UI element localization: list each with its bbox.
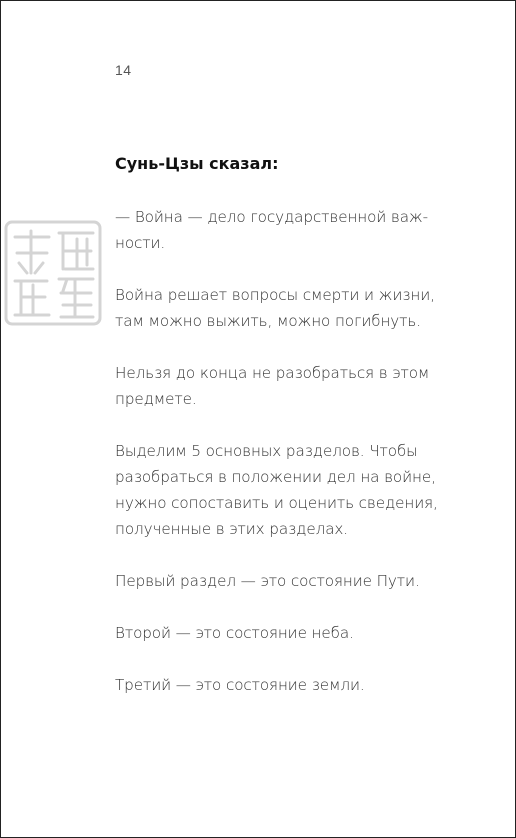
- text-line: Третий — это состояние земли.: [115, 676, 365, 694]
- text-line: — Война — дело государственной важ-: [115, 208, 429, 226]
- seal-stamp-icon: [3, 219, 103, 327]
- text-line: Война решает вопросы смерти и жизни,: [115, 286, 435, 304]
- paragraph: [115, 438, 447, 542]
- text-line: Выделим 5 основных разделов. Чтобы: [115, 442, 418, 460]
- text-line: разобраться в положении дел на войне,: [115, 468, 436, 486]
- section-heading: Сунь-Цзы сказал:: [115, 154, 279, 173]
- text-line: там можно выжить, можно погибнуть.: [115, 312, 421, 330]
- paragraph: [115, 360, 447, 412]
- text-line: Второй — это состояние неба.: [115, 624, 354, 642]
- text-line: нужно сопоставить и оценить сведения,: [115, 494, 438, 512]
- page-number: 14: [115, 62, 132, 78]
- paragraph: [115, 620, 447, 646]
- paragraph: [115, 282, 447, 334]
- page-content: [115, 151, 447, 724]
- paragraph: [115, 568, 447, 594]
- text-line: Нельзя до конца не разобраться в этом: [115, 364, 430, 382]
- text-line: предмете.: [115, 390, 197, 408]
- text-line: Первый раздел — это состояние Пути.: [115, 572, 420, 590]
- paragraph: [115, 672, 447, 698]
- paragraph-list: [115, 204, 447, 698]
- paragraph: [115, 204, 447, 256]
- text-line: ности.: [115, 234, 166, 252]
- text-line: полученные в этих разделах.: [115, 520, 349, 538]
